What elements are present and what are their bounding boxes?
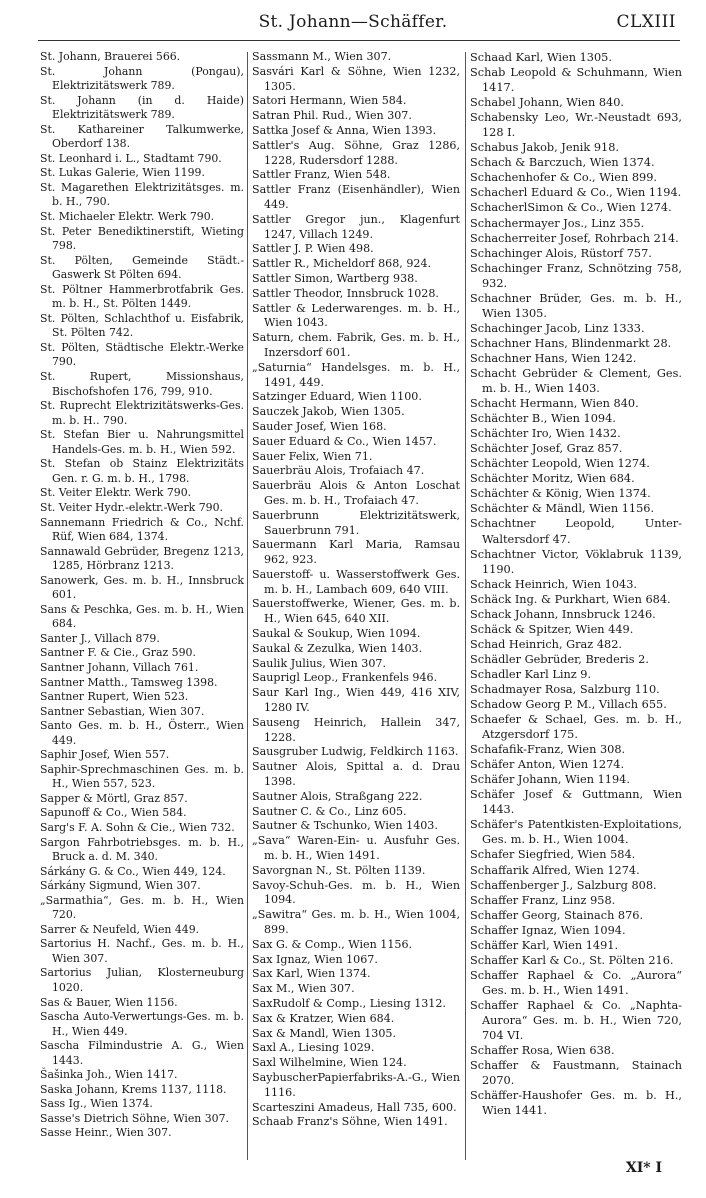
directory-entry: Sax & Kratzer, Wien 684. <box>252 1011 395 1025</box>
directory-entry: Schächter B., Wien 1094. <box>470 412 616 426</box>
directory-entry: Schäfer's Patentkisten-Exploitations, Ges. m. b. H., Wien 1004. <box>470 818 682 847</box>
directory-entry: Schadow Georg P. M., Villach 655. <box>470 698 667 712</box>
directory-entry: SaxRudolf & Comp., Liesing 1312. <box>252 997 446 1010</box>
directory-entry: St. Pölten, Schlachthof u. Eisfabrik, St. Pölten 742. <box>40 311 244 340</box>
directory-entry: Schaffer Rosa, Wien 638. <box>470 1044 615 1058</box>
directory-entry: Sauder Josef, Wien 168. <box>252 419 387 433</box>
directory-entry: Sascha Filmindustrie A. G., Wien 1443. <box>40 1039 244 1067</box>
directory-entry: Sartorius H. Nachf., Ges. m. b. H., Wien 307. <box>40 937 244 965</box>
directory-entry: Schaad Karl, Wien 1305. <box>470 51 612 64</box>
directory-entry: St. Kathareiner Talkumwerke, Oberdorf 138. <box>40 122 244 151</box>
directory-entry: Schachner Hans, Blindenmarkt 28. <box>470 336 672 350</box>
directory-entry: Sattler Theodor, Innsbruck 1028. <box>252 286 439 300</box>
directory-entry: Schaffenberger J., Salzburg 808. <box>470 878 657 892</box>
directory-entry: Schäfer Anton, Wien 1274. <box>470 758 625 772</box>
directory-entry: Sauczek Jakob, Wien 1305. <box>252 405 405 419</box>
directory-entry: Sautner & Tschunko, Wien 1403. <box>252 819 438 833</box>
directory-entry: Santner Johann, Villach 761. <box>40 660 199 674</box>
directory-entry: Savorgnan N., St. Pölten 1139. <box>252 863 426 877</box>
directory-entry: Schächter Josef, Graz 857. <box>470 442 623 456</box>
directory-entry: St. Veiter Elektr. Werk 790. <box>40 486 192 500</box>
directory-entry: Satori Hermann, Wien 584. <box>252 94 407 108</box>
directory-entry: Schachinger Franz, Schnötzing 758, 932. <box>470 261 682 290</box>
directory-entry: Sausgruber Ludwig, Feldkirch 1163. <box>252 745 459 759</box>
header-rule <box>38 40 680 41</box>
directory-entry: St. Ruprecht Elektrizitätswerks-Ges. m. b. H.. 790. <box>40 399 244 427</box>
directory-entry: Sauerbrunn Elektrizitätswerk, Sauerbrunn 791. <box>252 508 460 537</box>
printer-signature: XI* I <box>625 1160 662 1176</box>
directory-entry: Schachner Hans, Wien 1242. <box>470 351 637 365</box>
directory-entry: Saska Johann, Krems 1137, 1118. <box>40 1082 227 1096</box>
directory-entry: Sans & Peschka, Ges. m. b. H., Wien 684. <box>40 602 244 631</box>
directory-entry: Schäffer-Haushofer Ges. m. b. H., Wien 1441. <box>470 1089 682 1118</box>
directory-entry: Satran Phil. Rud., Wien 307. <box>252 109 412 123</box>
directory-entry: Sattler Simon, Wartberg 938. <box>252 271 418 285</box>
directory-entry: Sas & Bauer, Wien 1156. <box>40 995 178 1009</box>
directory-entry: Schaffer Ignaz, Wien 1094. <box>470 923 626 937</box>
directory-entry: Sattler's Aug. Söhne, Graz 1286, 1228, Rudersdorf 1288. <box>252 138 460 167</box>
directory-entry: SchacherlSimon & Co., Wien 1274. <box>470 201 672 215</box>
directory-entry: Schächter Iro, Wien 1432. <box>470 427 621 441</box>
directory-entry: Schaffer Georg, Stainach 876. <box>470 908 644 922</box>
directory-entry: Satzinger Eduard, Wien 1100. <box>252 390 422 404</box>
directory-entry: Schaab Franz's Söhne, Wien 1491. <box>252 1115 448 1129</box>
directory-entry: Sax & Mandl, Wien 1305. <box>252 1026 396 1040</box>
directory-entry: Schachenhofer & Co., Wien 899. <box>470 171 657 185</box>
directory-entry: Sárkány G. & Co., Wien 449, 124. <box>40 864 226 878</box>
directory-entry: SaybuscherPapierfabriks-A.-G., Wien 1116. <box>252 1070 460 1099</box>
directory-entry: Schabus Jakob, Jenik 918. <box>470 141 619 155</box>
directory-entry: Schächter & König, Wien 1374. <box>470 487 651 501</box>
directory-entry: Sautner Alois, Spittal a. d. Drau 1398. <box>252 760 460 789</box>
directory-entry: Schacht Hermann, Wien 840. <box>470 397 639 411</box>
directory-entry: „Sawitra“ Ges. m. b. H., Wien 1004, 899. <box>252 908 460 937</box>
directory-entry: Sattler J. P. Wien 498. <box>252 242 374 256</box>
running-title: St. Johann—Schäffer. <box>258 12 448 32</box>
directory-entry: Schafer Siegfried, Wien 584. <box>470 848 636 862</box>
directory-entry: Sapunoff & Co., Wien 584. <box>40 806 187 820</box>
directory-entry: Sauerbräu Alois, Trofaiach 47. <box>252 464 425 478</box>
directory-entry: Sascha Auto-Verwertungs-Ges. m. b. H., Wien 449. <box>40 1010 244 1038</box>
directory-entry: Schachtner Leopold, Unter-Waltersdorf 47. <box>470 517 682 546</box>
directory-entry: Schachtner Victor, Vöklabruk 1139, 1190. <box>470 547 682 576</box>
directory-entry: Sautner C. & Co., Linz 605. <box>252 804 407 818</box>
directory-entry: Schaffer Karl & Co., St. Pölten 216. <box>470 953 674 967</box>
directory-entry: Schäck Ing. & Purkhart, Wien 684. <box>470 592 671 606</box>
directory-entry: Sasvári Karl & Söhne, Wien 1232, 1305. <box>252 64 460 93</box>
page-number: CLXIII <box>616 12 676 32</box>
directory-entry: Santner Rupert, Wien 523. <box>40 690 189 704</box>
directory-entry: Schäffer Karl, Wien 1491. <box>470 938 619 952</box>
directory-entry: Schaffarik Alfred, Wien 1274. <box>470 863 640 877</box>
directory-entry: Sartorius Julian, Klosterneuburg 1020. <box>40 966 244 994</box>
directory-entry: Santer J., Villach 879. <box>40 631 160 645</box>
directory-entry: St. Lukas Galerie, Wien 1199. <box>40 166 205 180</box>
directory-entry: Sattler Franz, Wien 548. <box>252 168 391 182</box>
directory-entry: Sattka Josef & Anna, Wien 1393. <box>252 123 437 137</box>
directory-entry: Schabel Johann, Wien 840. <box>470 96 625 110</box>
directory-entry: St. Johann, Brauerei 566. <box>40 50 181 63</box>
directory-entry: Sass Ig., Wien 1374. <box>40 1097 153 1111</box>
directory-entry: Santner Sebastian, Wien 307. <box>40 704 205 718</box>
directory-entry: St. Stefan Bier u. Nahrungsmittel Handels-Ges. m. b. H., Wien 592. <box>40 428 244 456</box>
directory-entry: Sauerstoffwerke, Wiener, Ges. m. b. H., Wien 645, 640 XII. <box>252 597 460 626</box>
directory-entry: St. Stefan ob Stainz Elektrizitäts Gen. r. G. m. b. H., 1798. <box>40 457 244 485</box>
directory-entry: Sax G. & Comp., Wien 1156. <box>252 937 413 951</box>
directory-entry: Sauer Eduard & Co., Wien 1457. <box>252 434 437 448</box>
directory-entry: Saur Karl Ing., Wien 449, 416 XIV, 1280 IV. <box>252 686 460 715</box>
directory-entry: Schachermayer Jos., Linz 355. <box>470 216 645 230</box>
directory-entry: Schäck & Spitzer, Wien 449. <box>470 622 634 636</box>
directory-entry: „Sava“ Waren-Ein- u. Ausfuhr Ges. m. b. H., Wien 1491. <box>252 834 460 863</box>
directory-entry: St. Rupert, Missionshaus, Bischofshofen 176, 799, 910. <box>40 370 244 398</box>
directory-entry: Sarg's F. A. Sohn & Cie., Wien 732. <box>40 820 235 834</box>
directory-entry: Saphir Josef, Wien 557. <box>40 748 170 762</box>
directory-entry: „Sarmathia“, Ges. m. b. H., Wien 720. <box>40 893 244 922</box>
directory-entry: St. Leonhard i. L., Stadtamt 790. <box>40 151 222 165</box>
directory-entry: Sax M., Wien 307. <box>252 982 355 996</box>
directory-entry: Schaffer Franz, Linz 958. <box>470 893 616 907</box>
directory-entry: Sattler R., Micheldorf 868, 924. <box>252 257 432 271</box>
directory-entry: Sarrer & Neufeld, Wien 449. <box>40 922 200 936</box>
directory-entry: Saxl Wilhelmine, Wien 124. <box>252 1056 407 1070</box>
directory-entry: Schächter Leopold, Wien 1274. <box>470 457 650 471</box>
directory-entry: Schächter Moritz, Wien 684. <box>470 472 635 486</box>
directory-entry: „Saturnia“ Handelsges. m. b. H., 1491, 449. <box>252 360 460 389</box>
directory-entry: St. Pölten, Städtische Elektr.-Werke 790. <box>40 340 244 369</box>
directory-entry: St. Magarethen Elektrizitätsges. m. b. H., 790. <box>40 180 244 209</box>
page-header <box>0 12 706 40</box>
directory-entry: Schacherl Eduard & Co., Wien 1194. <box>470 186 682 200</box>
directory-entry: Sannawald Gebrüder, Bregenz 1213, 1285, Hörbranz 1213. <box>40 544 244 573</box>
directory-entry: Sannemann Friedrich & Co., Nchf. Rüf, Wien 684, 1374. <box>40 515 244 544</box>
directory-entry: Sargon Fahrbotriebsges. m. b. H., Bruck a. d. M. 340. <box>40 835 244 864</box>
directory-entry: St. Pölten, Gemeinde Städt.-Gaswerk St Pölten 694. <box>40 253 244 282</box>
page-footer <box>0 1160 706 1182</box>
directory-entry: Scarteszini Amadeus, Hall 735, 600. <box>252 1100 457 1114</box>
directory-entry: Schach & Barczuch, Wien 1374. <box>470 156 655 170</box>
directory-entry: Sasse Heinr., Wien 307. <box>40 1126 172 1140</box>
directory-entry: Schachner Brüder, Ges. m. b. H., Wien 1305. <box>470 291 682 320</box>
directory-entry: Sassmann M., Wien 307. <box>252 50 392 63</box>
directory-entry: Schack Johann, Innsbruck 1246. <box>470 607 656 621</box>
directory-column-2 <box>252 50 460 1130</box>
directory-entry: Schadler Karl Linz 9. <box>470 667 592 681</box>
directory-entry: St. Pöltner Hammerbrotfabrik Ges. m. b. H., St. Pölten 1449. <box>40 282 244 311</box>
directory-entry: Schadmayer Rosa, Salzburg 110. <box>470 682 660 696</box>
directory-entry: Schab Leopold & Schuhmann, Wien 1417. <box>470 66 682 95</box>
directory-entry: Schädler Gebrüder, Brederis 2. <box>470 652 649 666</box>
column-divider <box>465 52 466 1160</box>
directory-entry: Schabensky Leo, Wr.-Neustadt 693, 128 I. <box>470 111 682 140</box>
directory-entry: Santo Ges. m. b. H., Österr., Wien 449. <box>40 719 244 747</box>
directory-entry: Saukal & Zezulka, Wien 1403. <box>252 641 423 655</box>
directory-entry: Santner Matth., Tamsweg 1398. <box>40 675 218 689</box>
directory-entry: Sattler Franz (Eisenhändler), Wien 449. <box>252 183 460 211</box>
directory-entry: Sapper & Mörtl, Graz 857. <box>40 791 188 805</box>
directory-entry: Schachinger Alois, Rüstorf 757. <box>470 246 652 260</box>
directory-entry: Saturn, chem. Fabrik, Ges. m. b. H., Inzersdorf 601. <box>252 331 460 359</box>
directory-entry: Schad Heinrich, Graz 482. <box>470 637 622 651</box>
directory-entry: Sauerbräu Alois & Anton Loschat Ges. m. b. H., Trofaiach 47. <box>252 479 460 507</box>
directory-entry: Sattler & Lederwarenges. m. b. H., Wien 1043. <box>252 301 460 330</box>
directory-entry: Sauer Felix, Wien 71. <box>252 449 373 463</box>
directory-entry: Schaffer & Faustmann, Stainach 2070. <box>470 1059 682 1088</box>
directory-entry: Santner F. & Cie., Graz 590. <box>40 646 196 660</box>
directory-entry: Sauermann Karl Maria, Ramsau 962, 923. <box>252 538 460 567</box>
directory-entry: Schaffer Raphael & Co. „Aurora“ Ges. m. b. H., Wien 1491. <box>470 968 682 997</box>
directory-entry: Schächter & Mändl, Wien 1156. <box>470 502 655 516</box>
directory-entry: St. Johann (in d. Haide) Elektrizitätswerk 789. <box>40 93 244 122</box>
directory-entry: Saphir-Sprechmaschinen Ges. m. b. H., Wien 557, 523. <box>40 762 244 791</box>
directory-entry: Schachinger Jacob, Linz 1333. <box>470 321 645 335</box>
directory-entry: St. Peter Benediktinerstift, Wieting 798. <box>40 224 244 253</box>
directory-entry: Schacherreiter Josef, Rohrbach 214. <box>470 231 679 245</box>
directory-entry: Sax Ignaz, Wien 1067. <box>252 952 378 966</box>
directory-entry: Saulik Julius, Wien 307. <box>252 656 386 670</box>
directory-entry: Schäfer Josef & Guttmann, Wien 1443. <box>470 788 682 817</box>
directory-column-1 <box>40 50 244 1141</box>
directory-entry: Schack Heinrich, Wien 1043. <box>470 577 637 591</box>
directory-entry: St. Johann (Pongau), Elektrizitätswerk 789. <box>40 64 244 93</box>
directory-entry: Sauprigl Leop., Frankenfels 946. <box>252 671 438 685</box>
directory-entry: Schacht Gebrüder & Clement, Ges. m. b. H., Wien 1403. <box>470 366 682 396</box>
directory-entry: Šašinka Joh., Wien 1417. <box>40 1068 178 1082</box>
directory-entry: Savoy-Schuh-Ges. m. b. H., Wien 1094. <box>252 878 460 907</box>
directory-entry: Sasse's Dietrich Söhne, Wien 307. <box>40 1111 229 1125</box>
directory-entry: Sattler Gregor jun., Klagenfurt 1247, Villach 1249. <box>252 212 460 241</box>
directory-entry: Saukal & Soukup, Wien 1094. <box>252 627 421 641</box>
directory-entry: Schaefer & Schael, Ges. m. b. H., Atzgersdorf 175. <box>470 713 682 742</box>
directory-entry: St. Michaeler Elektr. Werk 790. <box>40 210 215 224</box>
directory-entry: Sautner Alois, Straßgang 222. <box>252 789 423 803</box>
directory-entry: St. Veiter Hydr.-elektr.-Werk 790. <box>40 500 223 514</box>
directory-entry: Saxl A., Liesing 1029. <box>252 1041 375 1055</box>
directory-entry: Schaffer Raphael & Co. „Naphta-Aurora“ Ges. m. b. H., Wien 720, 704 VI. <box>470 998 682 1043</box>
directory-entry: Sax Karl, Wien 1374. <box>252 967 371 981</box>
column-divider <box>247 52 248 1160</box>
directory-entry: Sanowerk, Ges. m. b. H., Innsbruck 601. <box>40 573 244 602</box>
directory-entry: Schafafik-Franz, Wien 308. <box>470 743 626 757</box>
directory-entry: Sárkány Sigmund, Wien 307. <box>40 879 201 893</box>
directory-column-3 <box>470 50 682 1118</box>
directory-entry: Sauerstoff- u. Wasserstoffwerk Ges. m. b. H., Lambach 609, 640 VIII. <box>252 567 460 596</box>
directory-entry: Schäfer Johann, Wien 1194. <box>470 773 630 787</box>
directory-entry: Sauseng Heinrich, Hallein 347, 1228. <box>252 715 460 744</box>
